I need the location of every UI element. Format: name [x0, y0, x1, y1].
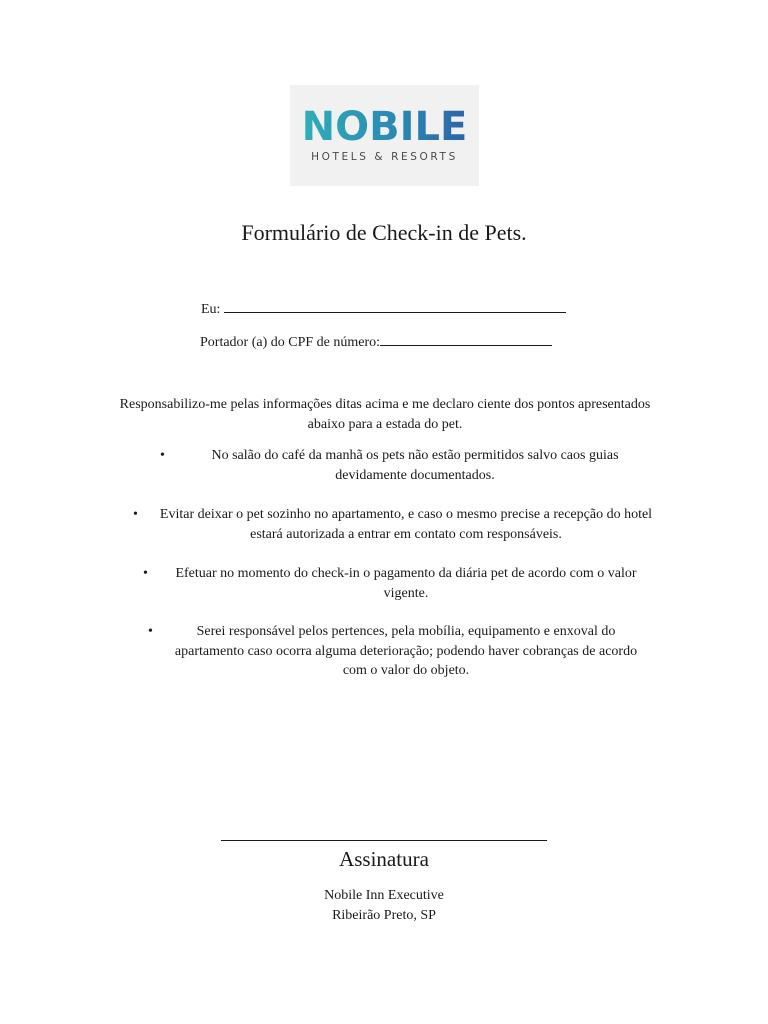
list-item — [133, 505, 663, 544]
cpf-field-label: Portador (a) do CPF de número: — [200, 335, 381, 350]
hotel-name: Nobile Inn Executive — [324, 888, 444, 903]
declaration-paragraph: Responsabilizo-me pelas informações ditas acima e me declaro ciente dos pontos apresentados abaixo para a estada do pet. — [119, 397, 651, 432]
name-field-blank[interactable] — [224, 300, 566, 313]
logo-wordmark: NOBILE — [290, 105, 479, 149]
hotel-location: Ribeirão Preto, SP — [332, 908, 436, 923]
name-field-row — [201, 300, 566, 319]
list-item-text: No salão do café da manhã os pets não estão permitidos salvo caos guias devidamente documentados. — [211, 448, 619, 483]
list-item-text: Efetuar no momento do check-in o pagamento da diária pet de acordo com o valor vigente. — [175, 566, 637, 601]
bullet-icon: • — [160, 448, 165, 463]
bullet-icon: • — [148, 624, 153, 639]
cpf-field-row — [200, 333, 552, 352]
signature-label: Assinatura — [339, 847, 429, 871]
list-item-text: Serei responsável pelos pertences, pela mobília, equipamento e enxoval do apartamento caso ocorra alguma deterioração; podendo haver cobranças de acordo com o valor do objeto. — [174, 624, 638, 678]
signature-line[interactable] — [221, 840, 547, 841]
page-title: Formulário de Check-in de Pets. — [241, 220, 527, 245]
list-item-text: Evitar deixar o pet sozinho no apartamento, e caso o mesmo precise a recepção do hotel estará autorizada a entrar em contato com responsáveis. — [159, 507, 653, 542]
cpf-field-blank[interactable] — [380, 333, 552, 346]
list-item — [143, 564, 653, 603]
nobile-logo — [290, 85, 479, 186]
bullet-icon: • — [143, 566, 148, 581]
logo-tagline: HOTELS & RESORTS — [311, 151, 458, 163]
list-item — [160, 446, 654, 485]
list-item — [148, 622, 648, 681]
name-field-label: Eu: — [201, 302, 221, 317]
bullet-icon: • — [133, 507, 138, 522]
